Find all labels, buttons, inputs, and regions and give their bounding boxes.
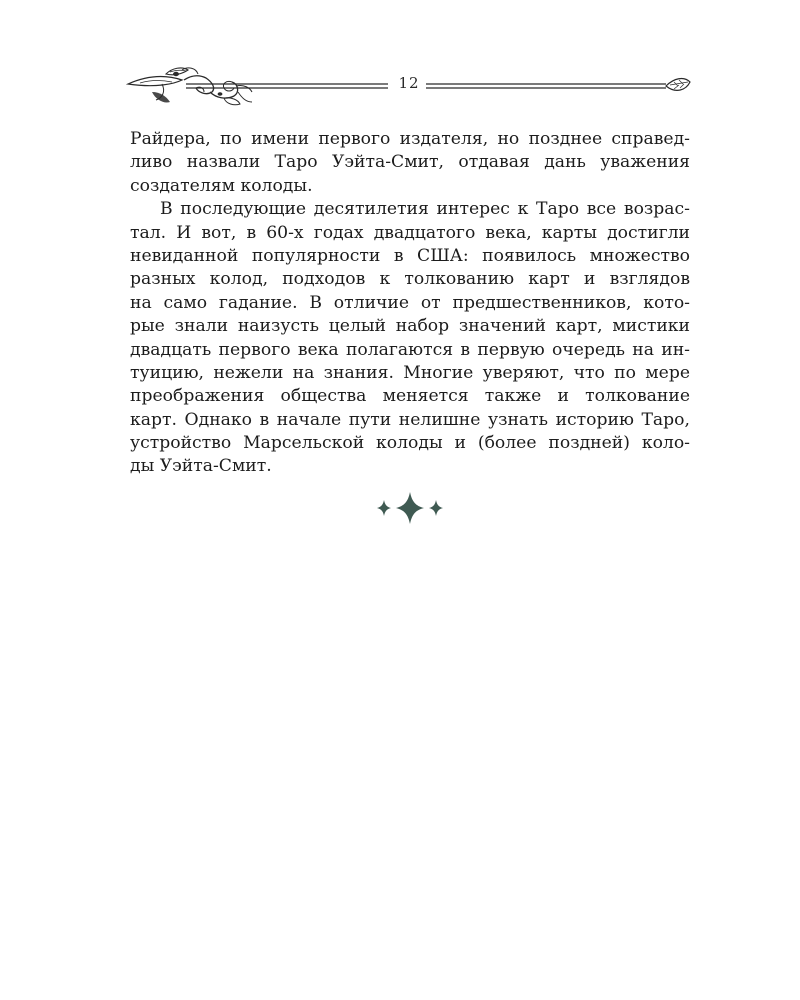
section-end-ornament	[376, 490, 444, 530]
text-line: невиданной популярности в США: появилось множество	[130, 245, 690, 266]
text-line: на само гадание. В отличие от предшественников, кото-	[130, 292, 690, 313]
text-line: разных колод, подходов к толкованию карт и взглядов	[130, 269, 690, 290]
text-line: тал. И вот, в 60-х годах двадцатого века, карты достигли	[130, 222, 690, 243]
text-line: карт. Однако в начале пути нелишне узнать историю Таро,	[130, 409, 690, 430]
text-line: рые знали наизусть целый набор значений карт, мистики	[130, 316, 690, 337]
text-line: В последующие десятилетия интерес к Таро все возрас-	[160, 199, 690, 220]
text-line: устройство Марсельской колоды и (более поздней) коло-	[130, 433, 690, 454]
text-line: преображения общества меняется также и толкование	[130, 386, 690, 407]
paragraph	[130, 198, 690, 479]
text-line: ды Уэйта-Смит.	[130, 456, 272, 477]
text-line: создателям колоды.	[130, 175, 313, 196]
body-text	[130, 128, 690, 479]
diamond-stars-icon	[376, 490, 444, 526]
text-line: туицию, нежели на знания. Многие уверяют, что по мере	[130, 362, 690, 383]
text-line: двадцать первого века полагаются в первую очередь на ин-	[130, 339, 690, 360]
page-number: 12	[392, 74, 426, 92]
text-line: Райдера, по имени первого издателя, но позднее справед-	[130, 129, 690, 149]
text-line: ливо назвали Таро Уэйта-Смит, отдавая дань уважения	[130, 152, 690, 173]
paragraph	[130, 128, 690, 198]
